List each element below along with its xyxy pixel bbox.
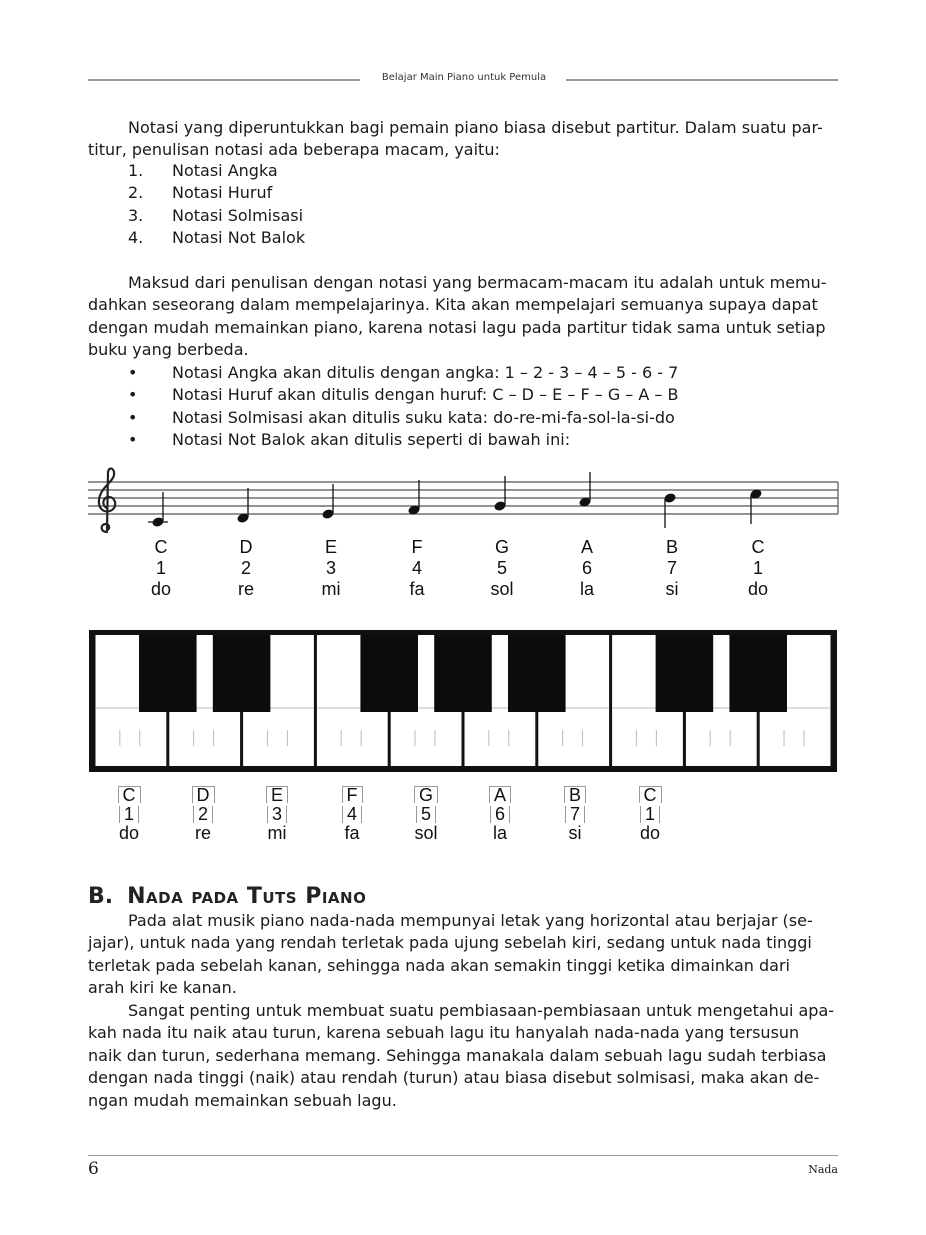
- staff-note-label: [126, 537, 196, 600]
- black-key[interactable]: [729, 635, 787, 712]
- note-number: 1: [752, 558, 763, 578]
- key-number: 5: [416, 806, 436, 823]
- purpose-line: dengan mudah memainkan piano, karena notasi lagu pada partitur tidak sama untuk setiap: [88, 317, 826, 337]
- bullet: •: [128, 363, 138, 382]
- key-number: 6: [490, 806, 510, 823]
- purpose-line: dahkan seseorang dalam mempelajarinya. Kita akan mempelajari semuanya supaya dapat: [88, 295, 818, 315]
- piano-key-label: [178, 786, 228, 843]
- key-number: 1: [640, 806, 660, 823]
- note-solfege: la: [579, 579, 594, 599]
- key-number: 1: [119, 806, 139, 823]
- piano-key-label: [104, 786, 154, 843]
- list-text: Notasi Not Balok: [172, 228, 306, 248]
- staff-note-label: [382, 537, 452, 600]
- list-item: [128, 407, 678, 429]
- key-solfege: do: [118, 823, 140, 843]
- section-line: jajar), untuk nada yang rendah terletak pada ujung sebelah kiri, sedang untuk nada tinggi: [88, 933, 812, 953]
- staff-note-label: [552, 537, 622, 600]
- piano-key-label: [550, 786, 600, 843]
- list-item: [128, 160, 305, 182]
- black-key[interactable]: [656, 635, 714, 712]
- note-letter: C: [154, 537, 168, 557]
- bullet: •: [128, 385, 138, 405]
- page-number: 6: [88, 1159, 99, 1179]
- note-solfege: do: [747, 579, 769, 599]
- key-letter: A: [489, 786, 511, 803]
- treble-clef-icon: [99, 468, 115, 532]
- key-letter: C: [118, 786, 141, 803]
- list-item: [128, 227, 305, 249]
- section-title: Nada pada Tuts Piano: [127, 884, 367, 909]
- section-line: Sangat penting untuk membuat suatu pembiasaan-pembiasaan untuk mengetahui apa-: [128, 1001, 835, 1020]
- black-key[interactable]: [508, 635, 566, 712]
- section-line: terletak pada sebelah kanan, sehingga nada akan semakin tinggi ketika dimainkan dari: [88, 955, 790, 975]
- note-solfege: re: [237, 579, 254, 599]
- black-key[interactable]: [360, 635, 418, 712]
- key-letter: C: [639, 786, 662, 803]
- note-number: 3: [325, 558, 336, 578]
- note-letter: B: [665, 537, 678, 557]
- note-number: 1: [155, 558, 166, 578]
- note-letter: C: [751, 537, 765, 557]
- list-item: [128, 205, 305, 227]
- section-line: kah nada itu naik atau turun, karena sebuah lagu itu hanyalah nada-nada yang tersusun: [88, 1023, 800, 1043]
- list-item: [128, 362, 678, 384]
- key-number: 7: [565, 806, 585, 823]
- list-number: 3.: [128, 205, 144, 225]
- list-text: Notasi Solmisasi: [172, 205, 304, 225]
- footer-rule: [88, 1155, 838, 1156]
- section-line: naik dan turun, sederhana memang. Sehingga manakala dalam sebuah lagu sudah terbiasa: [88, 1045, 827, 1065]
- intro-line: titur, penulisan notasi ada beberapa macam, yaitu:: [88, 140, 500, 160]
- header-rule-left: [88, 79, 360, 81]
- piano-key-label: [475, 786, 525, 843]
- key-number: 4: [342, 806, 362, 823]
- note-solfege: si: [665, 579, 679, 599]
- section-line: arah kiri ke kanan.: [88, 978, 237, 998]
- purpose-line: buku yang berbeda.: [88, 340, 249, 360]
- list-text: Notasi Huruf: [172, 183, 273, 203]
- bullet: •: [128, 430, 138, 450]
- key-solfege: mi: [267, 823, 287, 843]
- black-key[interactable]: [139, 635, 197, 712]
- piano-key-label: [327, 786, 377, 843]
- section-paragraph-1: [88, 910, 838, 1000]
- piano-key-label: [401, 786, 451, 843]
- black-keys: [139, 635, 787, 712]
- staff-note-label: [723, 537, 793, 600]
- running-header-title: Belajar Main Piano untuk Pemula: [381, 72, 547, 83]
- list-text: Notasi Not Balok akan ditulis seperti di bawah ini:: [172, 430, 571, 450]
- list-number: 4.: [128, 228, 144, 248]
- note-letter: A: [580, 537, 593, 557]
- note-number: 7: [666, 558, 677, 578]
- key-letter: G: [414, 786, 438, 803]
- piano-keyboard: [89, 630, 837, 772]
- section-line: ngan mudah memainkan sebuah lagu.: [88, 1090, 397, 1110]
- key-solfege: do: [639, 823, 661, 843]
- staff-notes: [148, 472, 763, 528]
- key-solfege: la: [492, 823, 507, 843]
- header-rule-right: [566, 79, 838, 81]
- list-text: Notasi Solmisasi akan ditulis suku kata: do-re-mi-fa-sol-la-si-do: [172, 407, 675, 427]
- list-item: [128, 182, 305, 204]
- section-letter: B.: [88, 884, 114, 909]
- list-text: Notasi Angka: [172, 161, 278, 180]
- intro-paragraph: [88, 117, 838, 162]
- music-staff: [88, 464, 840, 536]
- section-paragraph-2: [88, 1000, 838, 1112]
- key-number: 3: [267, 806, 287, 823]
- note-solfege: do: [150, 579, 172, 599]
- list-item: [128, 384, 678, 406]
- staff-note-label: [296, 537, 366, 600]
- note-number: 2: [240, 558, 251, 578]
- note-solfege: fa: [409, 579, 425, 599]
- note-solfege: sol: [490, 579, 514, 599]
- list-number: 1.: [128, 161, 144, 180]
- key-solfege: si: [568, 823, 582, 843]
- list-text: Notasi Huruf akan ditulis dengan huruf: C – D – E – F – G – A – B: [172, 385, 679, 405]
- key-solfege: fa: [344, 823, 360, 843]
- list-number: 2.: [128, 183, 144, 203]
- section-heading: [88, 884, 366, 909]
- piano-key-label: [252, 786, 302, 843]
- list-item: [128, 429, 678, 451]
- key-solfege: re: [194, 823, 211, 843]
- staff-lines: [88, 482, 838, 514]
- note-letter: G: [494, 537, 509, 557]
- purpose-line: Maksud dari penulisan dengan notasi yang bermacam-macam itu adalah untuk memu-: [128, 273, 827, 292]
- note-number: 5: [496, 558, 507, 578]
- bullet: •: [128, 407, 138, 427]
- key-letter: B: [564, 786, 586, 803]
- purpose-paragraph: [88, 272, 838, 362]
- note-number: 6: [581, 558, 592, 578]
- note-letter: E: [324, 537, 337, 557]
- section-line: dengan nada tinggi (naik) atau rendah (turun) atau biasa disebut solmisasi, maka akan de-: [88, 1068, 820, 1088]
- key-solfege: sol: [414, 823, 438, 843]
- piano-key-label: [625, 786, 675, 843]
- staff-note-label: [467, 537, 537, 600]
- section-line: Pada alat musik piano nada-nada mempunyai letak yang horizontal atau berjajar (se-: [128, 911, 813, 930]
- notation-bullet-list: [128, 362, 678, 452]
- note-solfege: mi: [321, 579, 341, 599]
- note-letter: D: [239, 537, 253, 557]
- key-number: 2: [193, 806, 213, 823]
- key-letter: F: [342, 786, 363, 803]
- note-number: 4: [411, 558, 422, 578]
- staff-note-label: [211, 537, 281, 600]
- key-letter: E: [266, 786, 288, 803]
- chapter-name: Nada: [808, 1163, 838, 1176]
- staff-note-label: [637, 537, 707, 600]
- list-text: Notasi Angka akan ditulis dengan angka: 1 – 2 - 3 – 4 – 5 - 6 - 7: [172, 363, 679, 382]
- black-key[interactable]: [434, 635, 492, 712]
- note-letter: F: [411, 537, 423, 557]
- key-letter: D: [192, 786, 215, 803]
- intro-line: Notasi yang diperuntukkan bagi pemain piano biasa disebut partitur. Dalam suatu par-: [128, 118, 823, 137]
- black-key[interactable]: [213, 635, 271, 712]
- notation-numbered-list: [128, 160, 305, 250]
